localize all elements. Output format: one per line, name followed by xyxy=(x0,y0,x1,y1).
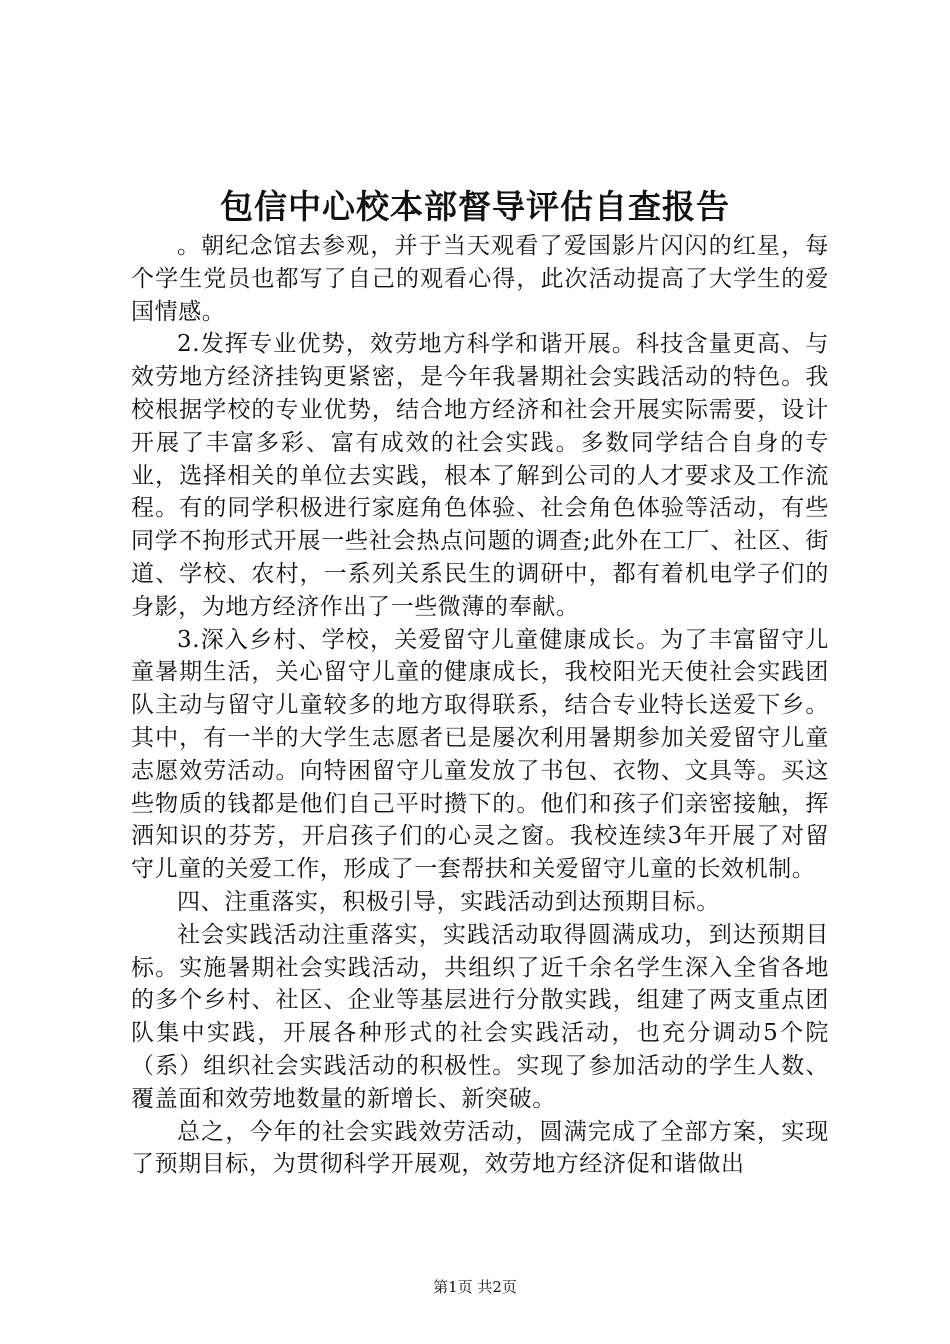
page-number-footer: 第1页 共2页 xyxy=(433,1278,517,1296)
document-body xyxy=(131,230,829,1181)
paragraph-section-4-body: 社会实践活动注重落实，实践活动取得圆满成功，到达预期目标。实施暑期社会实践活动，共组织了近千余名学生深入全省各地的多个乡村、社区、企业等基层进行分散实践，组建了两支重点团队集中实践，开展各种形式的社会实践活动，也充分调动5个院（系）组织社会实践活动的积极性。实现了参加活动的学生人数、覆盖面和效劳地数量的新增长、新突破。 xyxy=(131,921,829,1112)
document-title: 包信中心校本部督导评估自查报告 xyxy=(220,187,730,226)
paragraph-section-2: 2.发挥专业优势，效劳地方科学和谐开展。科技含量更高、与效劳地方经济挂钩更紧密，是今年我暑期社会实践活动的特色。我校根据学校的专业优势，结合地方经济和社会开展实际需要，设计开展了丰富多彩、富有成效的社会实践。多数同学结合自身的专业，选择相关的单位去实践，根本了解到公司的人才要求及工作流程。有的同学积极进行家庭角色体验、社会角色体验等活动，有些同学不拘形式开展一些社会热点问题的调查;此外在工厂、社区、街道、学校、农村，一系列关系民生的调研中，都有着机电学子们的身影，为地方经济作出了一些微薄的奉献。 xyxy=(131,331,829,620)
paragraph-summary: 总之，今年的社会实践效劳活动，圆满完成了全部方案，实现了预期目标，为贯彻科学开展观，效劳地方经济促和谐做出 xyxy=(131,1118,829,1178)
paragraph-section-3: 3.深入乡村、学校，关爱留守儿童健康成长。为了丰富留守儿童暑期生活，关心留守儿童的健康成长，我校阳光天使社会实践团队主动与留守儿童较多的地方取得联系，结合专业特长送爱下乡。其中，有一半的大学生志愿者已是屡次利用暑期参加关爱留守儿童志愿效劳活动。向特困留守儿童发放了书包、衣物、文具等。买这些物质的钱都是他们自己平时攒下的。他们和孩子们亲密接触，挥洒知识的芬芳，开启孩子们的心灵之窗。我校连续3年开展了对留守儿童的关爱工作，形成了一套帮扶和关爱留守儿童的长效机制。 xyxy=(131,626,829,883)
paragraph-intro: 。朝纪念馆去参观，并于当天观看了爱国影片闪闪的红星，每个学生党员也都写了自己的观看心得，此次活动提高了大学生的爱国情感。 xyxy=(131,233,829,325)
section-heading-4: 四、注重落实，积极引导，实践活动到达预期目标。 xyxy=(177,888,720,915)
